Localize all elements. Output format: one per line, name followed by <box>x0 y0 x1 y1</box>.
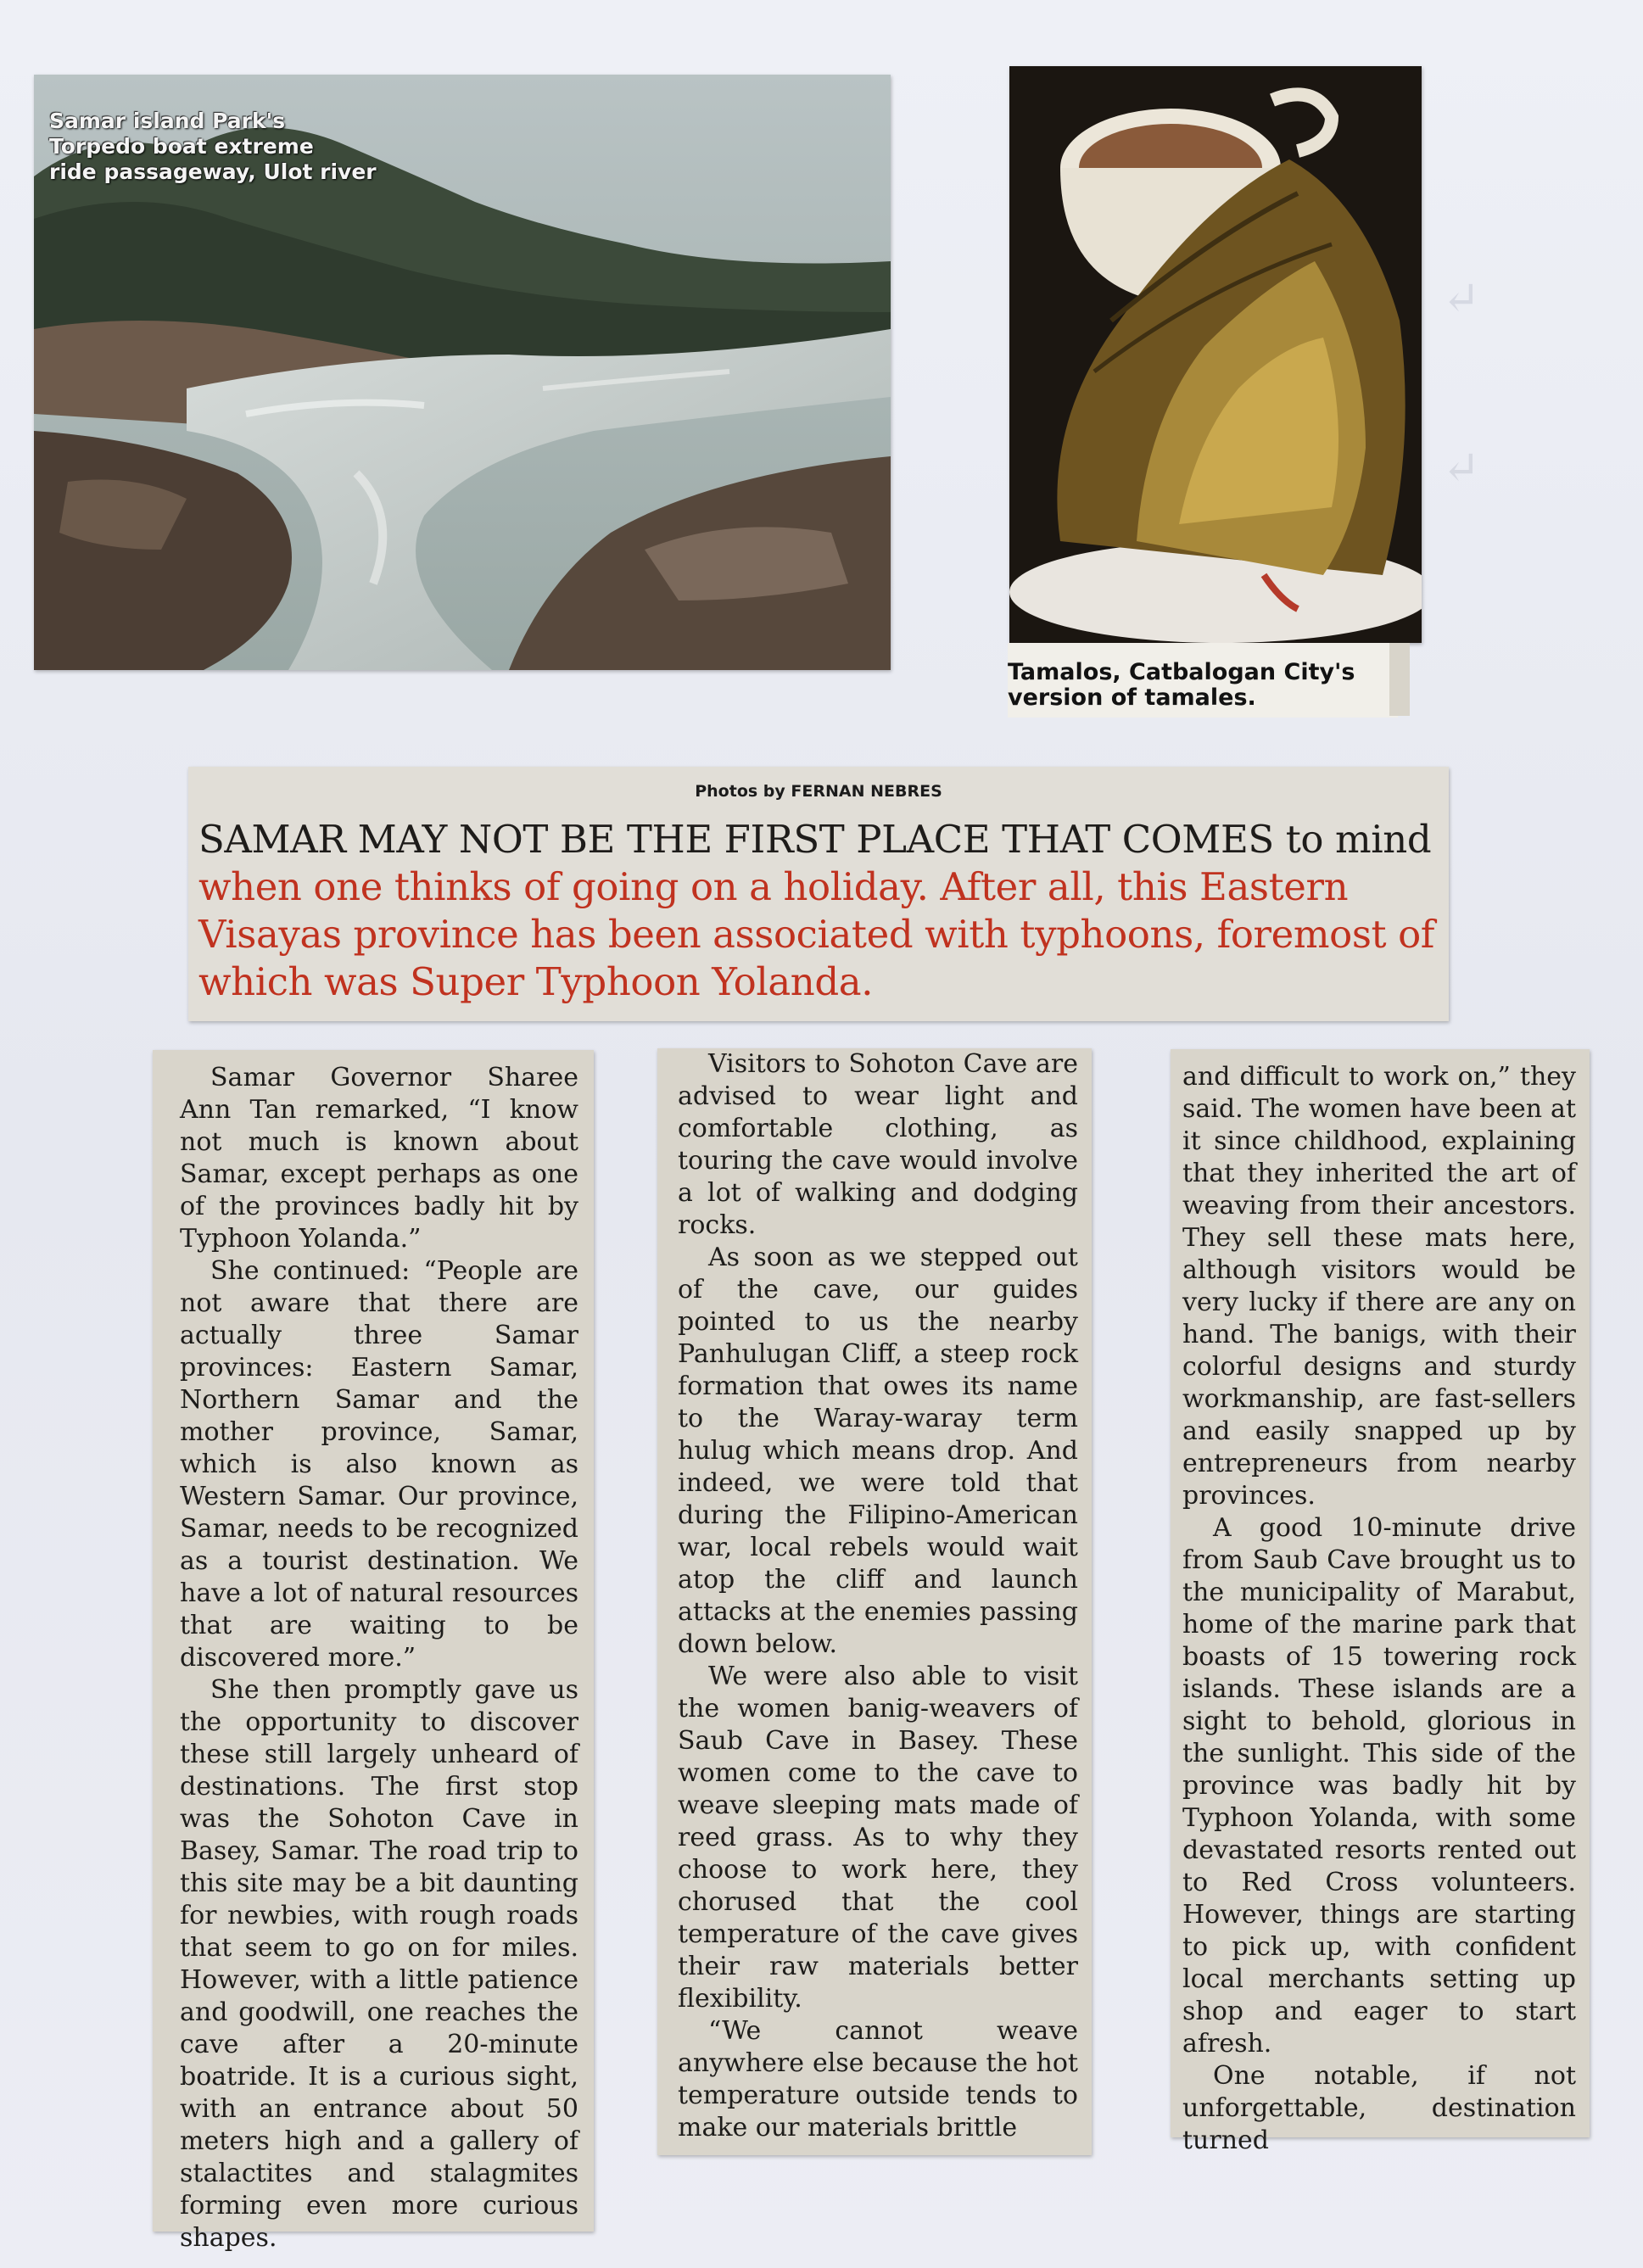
headline-block <box>188 767 1449 1021</box>
article-column-1 <box>153 1050 594 2253</box>
tamalos-caption-box <box>1008 643 1398 718</box>
show-through-mark: ↵ <box>1442 271 1481 325</box>
column-2-paragraph: Visitors to Sohoton Cave are advised to wear light and comfortable clothing, as touring the cave would involve a lot of walking and dodging rocks. <box>678 1049 1078 1240</box>
tamalos-photo <box>1009 66 1422 643</box>
tamalos-photo-illustration <box>1009 66 1422 643</box>
column-1-paragraph: She then promptly gave us the opportunity to discover these still largely unheard of destinations. The first stop was the Sohoton Cave in Basey, Samar. The road trip to this site may be a bit daunting for newbies, with rough roads that seem to go on for miles. However, with a little patience and goodwill, one reaches the cave after a 20-minute boatride. It is a curious sight, with an entrance about 50 meters high and a gallery of stalactites and stalagmites forming even more curious shapes. <box>180 1675 578 2253</box>
article-column-3 <box>1171 1049 1590 2155</box>
column-3-paragraph: A good 10-minute drive from Saub Cave brought us to the municipality of Marabut, home of the marine park that boasts of 15 towering rock islands. These islands are a sight to behold, glorious in the sunlight. This side of the province was badly hit by Typhoon Yolanda, with some devastated resorts rented out to Red Cross volunteers. However, things are starting to pick up, with confident local merchants setting up shop and eager to start afresh. <box>1182 1513 1576 2059</box>
photo-credit: Photos by FERNAN NEBRES <box>695 782 942 801</box>
column-1-paragraph: Samar Governor Sharee Ann Tan remarked, “I know not much is known about Samar, except perhaps as one of the provinces badly hit by Typhoon Yolanda.” <box>180 1063 578 1254</box>
article-column-2 <box>657 1048 1092 2155</box>
column-3-paragraph: and difficult to work on,” they said. The women have been at it since childhood, explaining that they inherited the art of weaving from their ancestors. They sell these mats here, although visitors would be very lucky if there are any on hand. The banigs, with their colorful designs and sturdy workmanship, are fast-sellers and easily snapped up by entrepreneurs from nearby provinces. <box>1182 1062 1576 1511</box>
headline-text <box>198 816 1445 1006</box>
column-3-paragraph: One notable, if not unforgettable, destination turned <box>1182 2061 1576 2155</box>
river-photo <box>34 75 891 670</box>
column-2-paragraph: As soon as we stepped out of the cave, our guides pointed to us the nearby Panhulugan Cliff, a steep rock formation that owes its name to the Waray-waray term hulug which means drop. And indeed, we were told that during the Filipino-American war, local rebels would wait atop the cliff and launch attacks at the enemies passing down below. <box>678 1243 1078 1659</box>
headline-red-text: when one thinks of going on a holiday. After all, this Eastern Visayas province has been associated with typhoons, foremost of which was Super Typhoon Yolanda. <box>198 864 1435 1004</box>
tamalos-photo-caption: Tamalos, Catbalogan City's version of tamales. <box>1008 659 1355 711</box>
headline-lead-rest: to mind <box>1273 817 1432 862</box>
headline-lead-caps: SAMAR MAY NOT BE THE FIRST PLACE THAT COMES <box>198 817 1274 862</box>
column-2-paragraph: “We cannot weave anywhere else because the hot temperature outside tends to make our materials brittle <box>678 2016 1078 2142</box>
show-through-mark: ↵ <box>1442 441 1481 494</box>
column-2-paragraph: We were also able to visit the women banig-weavers of Saub Cave in Basey. These women come to the cave to weave sleeping mats made of reed grass. As to why they choose to work here, they chorused that the cool temperature of the cave gives their raw materials better flexibility. <box>678 1662 1078 2014</box>
river-photo-caption: Samar island Park's Torpedo boat extreme ride passageway, Ulot river <box>49 109 377 184</box>
column-1-paragraph: She continued: “People are not aware that there are actually three Samar provinces: Eastern Samar, Northern Samar and the mother province, Samar, which is also known as Western Samar. Our province, Samar, needs to be recognized as a tourist destination. We have a lot of natural resources that are waiting to be discovered more.” <box>180 1256 578 1673</box>
clipping-torn-edge <box>1389 643 1410 716</box>
